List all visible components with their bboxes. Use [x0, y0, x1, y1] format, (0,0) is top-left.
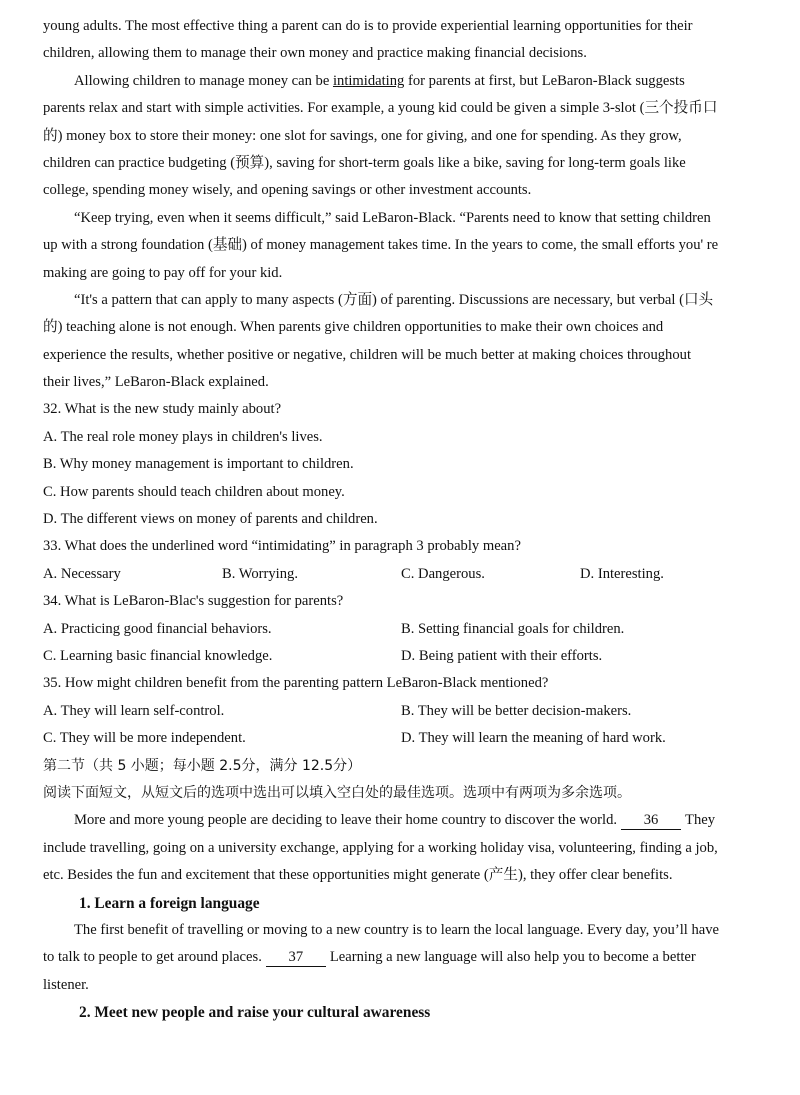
question-33-stem: 33. What does the underlined word “intimidating” in paragraph 3 probably mean? [43, 538, 521, 555]
passage-line: include travelling, going on a university exchange, applying for a working holiday visa, volunteering, finding a job, [43, 839, 718, 856]
underlined-word: intimidating [332, 72, 405, 89]
question-35-option-d[interactable]: D. They will learn the meaning of hard work. [401, 730, 666, 747]
question-34-options-row-2 [43, 643, 759, 670]
paragraph-5-start: “It's a pattern that can apply to many aspects (方面) of parenting. Discussions are necessary, but verbal (口头 [74, 291, 714, 308]
passage-line: 的) money box to store their money: one slot for savings, one for giving, and one for spending. As they grow, [43, 127, 682, 144]
question-34-options-row-1 [43, 616, 759, 643]
passage-line-with-blank: to talk to people to get around places. 37 Learning a new language will also help you to become a better [43, 949, 696, 966]
question-35-stem: 35. How might children benefit from the parenting pattern LeBaron-Black mentioned? [43, 675, 549, 692]
section-2-instruction: 阅读下面短文，从短文后的选项中选出可以填入空白处的最佳选项。选项中有两项为多余选项。 [43, 784, 631, 801]
passage-line: young adults. The most effective thing a parent can do is to provide experiential learning opportunities for their [43, 18, 693, 34]
passage-line: 的) teaching alone is not enough. When parents give children opportunities to make their own choices and [43, 319, 664, 336]
passage-line: parents relax and start with simple activities. For example, a young kid could be given a simple 3-slot (三个投币口 [43, 100, 718, 117]
paragraph-3-start: Allowing children to manage money can be intimidating for parents at first, but LeBaron-Black suggests [74, 72, 685, 89]
question-35-options-row-1 [43, 698, 759, 725]
question-34-option-a[interactable]: A. Practicing good financial behaviors. [43, 620, 272, 637]
passage-line: etc. Besides the fun and excitement that these opportunities might generate (产生), they offer clear benefits. [43, 867, 673, 884]
question-34-option-b[interactable]: B. Setting financial goals for children. [401, 620, 625, 637]
passage-line: their lives,” LeBaron-Black explained. [43, 374, 269, 391]
question-34-option-d[interactable]: D. Being patient with their efforts. [401, 647, 603, 664]
section-2-title: 第二节（共 5 小题；每小题 2.5分，满分 12.5分） [43, 757, 362, 774]
question-33-option-d[interactable]: D. Interesting. [580, 565, 664, 582]
section-2-intro-line: More and more young people are deciding to leave their home country to discover the world. 36 They [74, 812, 716, 829]
question-33-option-b[interactable]: B. Worrying. [222, 565, 298, 582]
question-35-option-c[interactable]: C. They will be more independent. [43, 730, 246, 747]
passage-line: up with a strong foundation (基础) of money management takes time. In the years to come, the small efforts you' re [43, 237, 719, 254]
blank-37[interactable]: 37 [266, 948, 326, 967]
question-32-option-c[interactable]: C. How parents should teach children about money. [43, 483, 345, 500]
passage-line: college, spending money wisely, and opening savings or other investment accounts. [43, 182, 532, 199]
question-32-option-b[interactable]: B. Why money management is important to children. [43, 456, 354, 473]
passage-line: The first benefit of travelling or moving to a new country is to learn the local language. Every day, you’ll have [74, 921, 720, 938]
passage-line: listener. [43, 976, 89, 993]
question-34-option-c[interactable]: C. Learning basic financial knowledge. [43, 647, 273, 664]
passage-line: making are going to pay off for your kid. [43, 264, 283, 281]
blank-36[interactable]: 36 [621, 811, 681, 830]
heading-meet-people: 2. Meet new people and raise your cultural awareness [79, 1004, 431, 1022]
question-33-options [43, 561, 759, 588]
question-35-option-a[interactable]: A. They will learn self-control. [43, 702, 225, 719]
question-35-options-row-2 [43, 725, 759, 752]
question-33-option-a[interactable]: A. Necessary [43, 565, 121, 582]
question-32-option-a[interactable]: A. The real role money plays in children's lives. [43, 428, 323, 445]
passage-line: experience the results, whether positive or negative, children will be much better at making choices throughout [43, 346, 691, 363]
paragraph-4-start: “Keep trying, even when it seems difficult,” said LeBaron-Black. “Parents need to know that setting children [74, 209, 711, 226]
question-32-option-d[interactable]: D. The different views on money of parents and children. [43, 511, 378, 528]
exam-page [43, 13, 759, 1026]
question-32-stem: 32. What is the new study mainly about? [43, 401, 282, 418]
heading-learn-language: 1. Learn a foreign language [79, 894, 260, 912]
question-35-option-b[interactable]: B. They will be better decision-makers. [401, 702, 632, 719]
question-34-stem: 34. What is LeBaron-Blac's suggestion for parents? [43, 593, 344, 610]
question-33-option-c[interactable]: C. Dangerous. [401, 565, 485, 582]
passage-line: children can practice budgeting (预算), saving for short-term goals like a bike, saving for long-term goals like [43, 154, 686, 171]
passage-line: children, allowing them to manage their own money and practice making financial decisions. [43, 45, 587, 62]
